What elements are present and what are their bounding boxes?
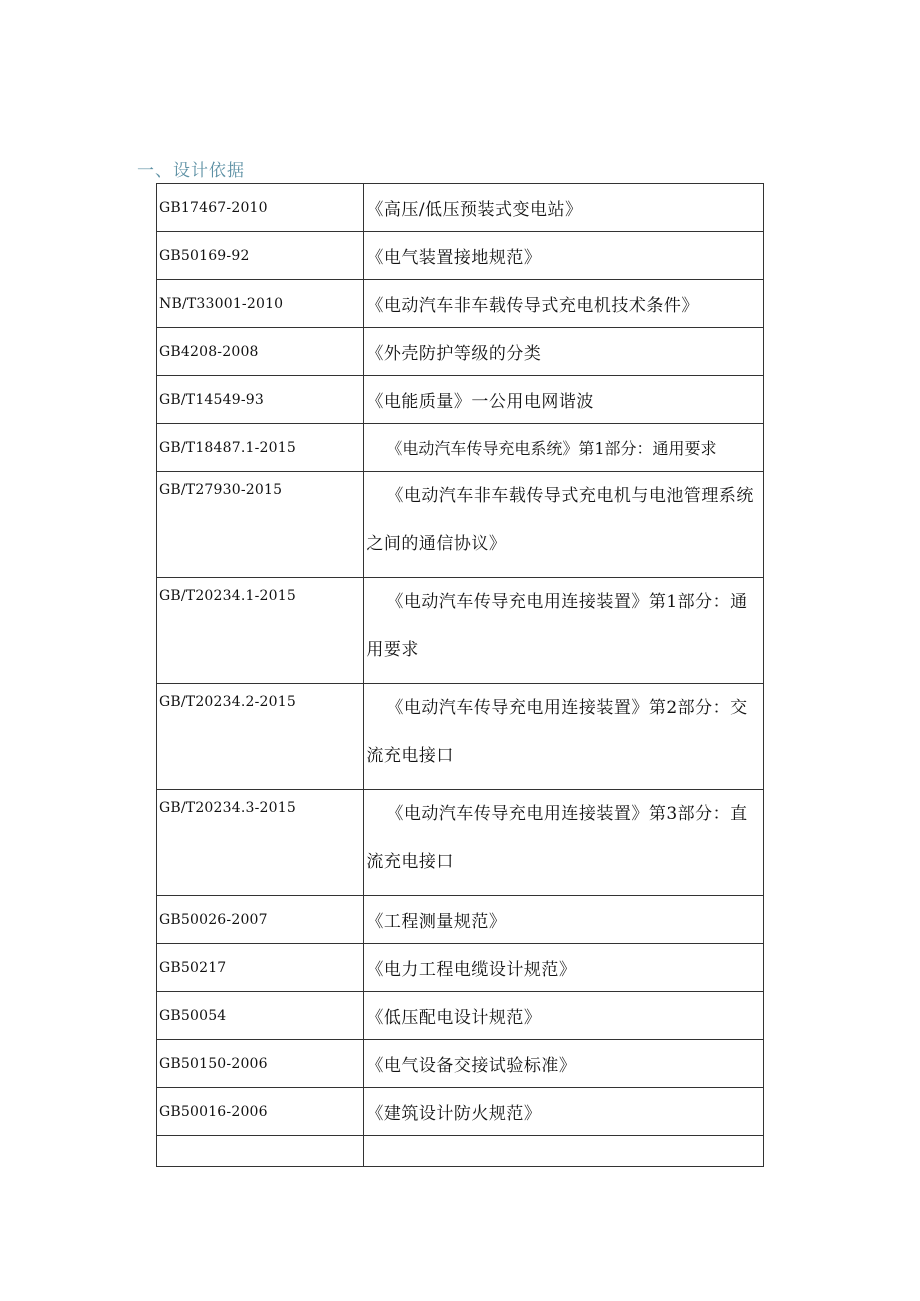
standard-title: 《电动汽车传导充电用连接装置》第1部分：通用要求: [364, 578, 764, 684]
section-heading: 一、设计依据: [137, 161, 245, 181]
table-row: [157, 472, 764, 578]
standard-title: 《电动汽车传导充电系统》第1部分：通用要求: [364, 424, 764, 472]
table-row: [157, 896, 764, 944]
standard-title: 《电动汽车非车载传导式充电机与电池管理系统之间的通信协议》: [364, 472, 764, 578]
table-row: [157, 184, 764, 232]
standard-code: GB/T20234.1-2015: [157, 578, 364, 684]
standard-title: 《电能质量》一公用电网谐波: [364, 376, 764, 424]
table-row-empty: [157, 1136, 764, 1167]
standard-code: GB/T27930-2015: [157, 472, 364, 578]
standard-code: GB50150-2006: [157, 1040, 364, 1088]
standard-title: 《电动汽车传导充电用连接装置》第3部分：直流充电接口: [364, 790, 764, 896]
table-row: [157, 232, 764, 280]
standard-code: GB50016-2006: [157, 1088, 364, 1136]
standard-title: 《电气装置接地规范》: [364, 232, 764, 280]
table-row: [157, 578, 764, 684]
table-row: [157, 280, 764, 328]
table-row: [157, 328, 764, 376]
table-row: [157, 1040, 764, 1088]
standard-code: GB17467-2010: [157, 184, 364, 232]
standard-title: 《外壳防护等级的分类: [364, 328, 764, 376]
standard-code: NB/T33001-2010: [157, 280, 364, 328]
standard-code: GB/T20234.2-2015: [157, 684, 364, 790]
standards-table: [156, 183, 764, 1167]
standard-title: [364, 1136, 764, 1167]
table-row: [157, 992, 764, 1040]
table-row: [157, 944, 764, 992]
standard-title: 《电动汽车非车载传导式充电机技术条件》: [364, 280, 764, 328]
standard-title: 《工程测量规范》: [364, 896, 764, 944]
standard-code: GB/T14549-93: [157, 376, 364, 424]
standard-title: 《低压配电设计规范》: [364, 992, 764, 1040]
standard-code: GB4208-2008: [157, 328, 364, 376]
standard-code: GB50217: [157, 944, 364, 992]
standard-code: GB50026-2007: [157, 896, 364, 944]
standard-title: 《电气设备交接试验标准》: [364, 1040, 764, 1088]
table-row: [157, 790, 764, 896]
standard-code: GB50169-92: [157, 232, 364, 280]
table-row: [157, 1088, 764, 1136]
standard-title: 《电力工程电缆设计规范》: [364, 944, 764, 992]
table-row: [157, 376, 764, 424]
standard-code: GB/T18487.1-2015: [157, 424, 364, 472]
standard-code: [157, 1136, 364, 1167]
standard-code: GB50054: [157, 992, 364, 1040]
table-row: [157, 684, 764, 790]
standard-code: GB/T20234.3-2015: [157, 790, 364, 896]
table-row: [157, 424, 764, 472]
standard-title: 《高压/低压预装式变电站》: [364, 184, 764, 232]
standard-title: 《建筑设计防火规范》: [364, 1088, 764, 1136]
standard-title: 《电动汽车传导充电用连接装置》第2部分：交流充电接口: [364, 684, 764, 790]
